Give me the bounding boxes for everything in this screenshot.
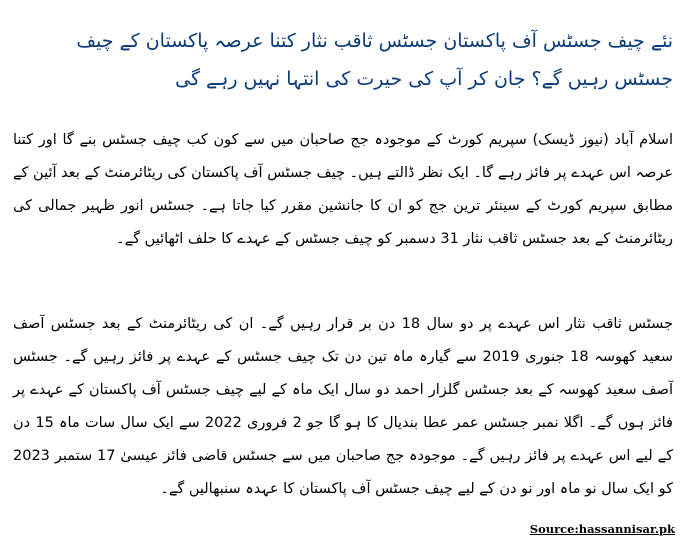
article-paragraph-1: اسلام آباد (نیوز ڈیسک) سپریم کورٹ کے موجودہ جج صاحبان میں سے کون کب چیف جسٹس بنے گا اور کتنا عرصہ اس عہدے پر فائز رہے گا۔ ایک نظر ڈالتے ہیں۔ چیف جسٹس آف پاکستان کی ریٹائرمنٹ کے بعد آئین کے مطابق سپریم کورٹ کے سینئر ترین جج کو ان کا جانشین مقرر کیا جاتا ہے۔ جسٹس انور ظہیر جمالی کی ریٹائرمنٹ کے بعد جسٹس ثاقب نثار 31 دسمبر کو چیف جسٹس کے عہدے کا حلف اٹھائیں گے۔ bbox=[13, 132, 673, 247]
article-headline: نئے چیف جسٹس آف پاکستان جسٹس ثاقب نثار کتنا عرصہ پاکستان کے چیف جسٹس رہیں گے؟ جان کر آپ کی حیرت کی انتہا نہیں رہے گی bbox=[76, 30, 673, 90]
source-link[interactable]: Source:hassannisar.pk bbox=[529, 522, 675, 536]
article-paragraph-2: جسٹس ثاقب نثار اس عہدے پر دو سال 18 دن بر قرار رہیں گے۔ ان کی ریٹائرمنٹ کے بعد جسٹس آصف سعید کھوسہ 18 جنوری 2019 سے گیارہ ماہ تین دن تک چیف جسٹس کے عہدے پر فائز رہیں گے۔ جسٹس آصف سعید کھوسہ کے بعد جسٹس گلزار احمد دو سال ایک ماہ کے لیے چیف جسٹس آف پاکستان کے عہدے پر فائز ہوں گے۔ اگلا نمبر جسٹس عمر عطا بندیال کا ہو گا جو 2 فروری 2022 سے ایک سال سات ماہ 15 دن کے لیے اس عہدے پر فائز رہیں گے۔ موجودہ جج صاحبان میں سے جسٹس قاضی فائز عیسیٰ 17 ستمبر 2023 کو ایک سال نو ماہ اور نو دن کے لیے چیف جسٹس آف پاکستان کا عہدہ سنبھالیں گے۔ bbox=[13, 316, 673, 497]
